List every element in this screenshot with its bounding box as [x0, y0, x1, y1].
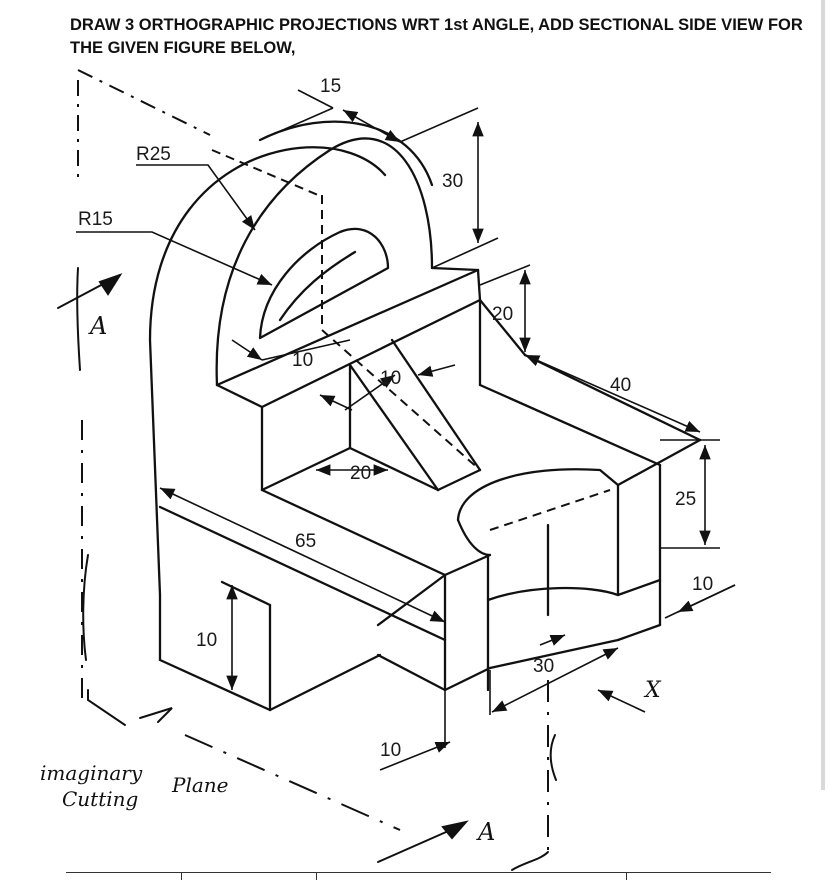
question-title-line-1: DRAW 3 ORTHOGRAPHIC PROJECTIONS WRT 1st ANGLE, ADD SECTIONAL SIDE VIEW FOR	[70, 16, 803, 34]
base-bottom-right	[378, 655, 445, 690]
cutout-bottom-arc	[488, 588, 618, 600]
plane-arrow-stem	[88, 690, 125, 725]
dim10-slot-left	[232, 340, 262, 360]
upright-front-arc	[217, 138, 432, 385]
dim-10-left: 10	[196, 630, 218, 651]
r25-leader	[136, 165, 255, 230]
section-label-a-top: A	[90, 312, 108, 340]
hidden-lines	[78, 70, 610, 860]
note-plane: Plane	[172, 773, 229, 797]
slot-floor-left	[262, 448, 350, 490]
base-front-cap	[445, 555, 490, 575]
view-x-arrow	[598, 690, 645, 712]
cutout-hidden-edge	[490, 490, 610, 530]
groove-bottom	[270, 655, 380, 710]
dim-10-slot: 10	[292, 350, 314, 371]
r15-leader	[76, 232, 272, 285]
section-bracket-bottom	[551, 735, 556, 780]
dim30-ext	[400, 108, 478, 142]
step-top-far-edge	[525, 355, 700, 440]
dim20-step-ext	[480, 265, 530, 285]
dim30-bottom-line	[492, 648, 618, 712]
dim-r15: R15	[78, 209, 113, 230]
dim-15: 15	[320, 76, 342, 97]
upright-base-edge	[217, 385, 262, 407]
base-top-front-edge	[262, 490, 445, 575]
note-cutting: Cutting	[62, 787, 139, 811]
page-edge-rule	[821, 0, 825, 790]
cutout-lip	[458, 520, 490, 555]
section-arrowhead-bottom	[443, 822, 466, 838]
section-tail-bottom	[512, 852, 548, 870]
note-imaginary: imaginary	[40, 761, 143, 785]
upright-back-arc	[260, 122, 432, 185]
section-bracket-mid	[83, 555, 88, 660]
cutting-plane-extension	[78, 70, 210, 135]
dim15-line	[343, 110, 400, 142]
section-label-a-bottom: A	[478, 818, 496, 846]
section-bracket-top	[77, 268, 80, 370]
dim-10-rib: 10	[380, 368, 402, 389]
upright-hole	[260, 229, 388, 338]
base-bottom-left	[160, 660, 270, 710]
dim10-rib-right	[418, 365, 455, 375]
dim30-ext2	[432, 238, 498, 268]
dim-40: 40	[610, 375, 632, 396]
dim15-ext2	[260, 108, 333, 140]
dim-30-bottom: 30	[533, 656, 555, 677]
dim-20-slot: 20	[350, 463, 372, 484]
rib-bottom-edge	[438, 470, 480, 490]
upright-top-ledge	[217, 270, 478, 385]
plane-arrowhead	[140, 708, 172, 722]
dim-30-top: 30	[442, 171, 464, 192]
step-top-back-edge	[480, 385, 660, 465]
block-bottom-right	[618, 580, 660, 595]
dim-25: 25	[675, 489, 697, 510]
block-bottom-edge	[618, 625, 660, 640]
question-title-line-2: THE GIVEN FIGURE BELOW,	[70, 39, 296, 57]
dim30-tick	[540, 635, 565, 645]
base-mid-edge	[160, 507, 445, 640]
base-bottom-front	[445, 668, 490, 690]
dim-65: 65	[295, 531, 317, 552]
section-arrowhead-top	[100, 275, 120, 294]
groove-top	[222, 582, 270, 605]
dim-20-step: 20	[492, 304, 514, 325]
dim-r25: R25	[136, 144, 171, 165]
ledge-top-edge	[432, 268, 478, 270]
view-label-x: X	[645, 678, 661, 703]
dim-10-right: 10	[692, 574, 714, 595]
dim-10-bottom: 10	[380, 740, 402, 761]
ledge-right-edge	[478, 270, 480, 300]
upright-hole-inner	[280, 252, 355, 320]
